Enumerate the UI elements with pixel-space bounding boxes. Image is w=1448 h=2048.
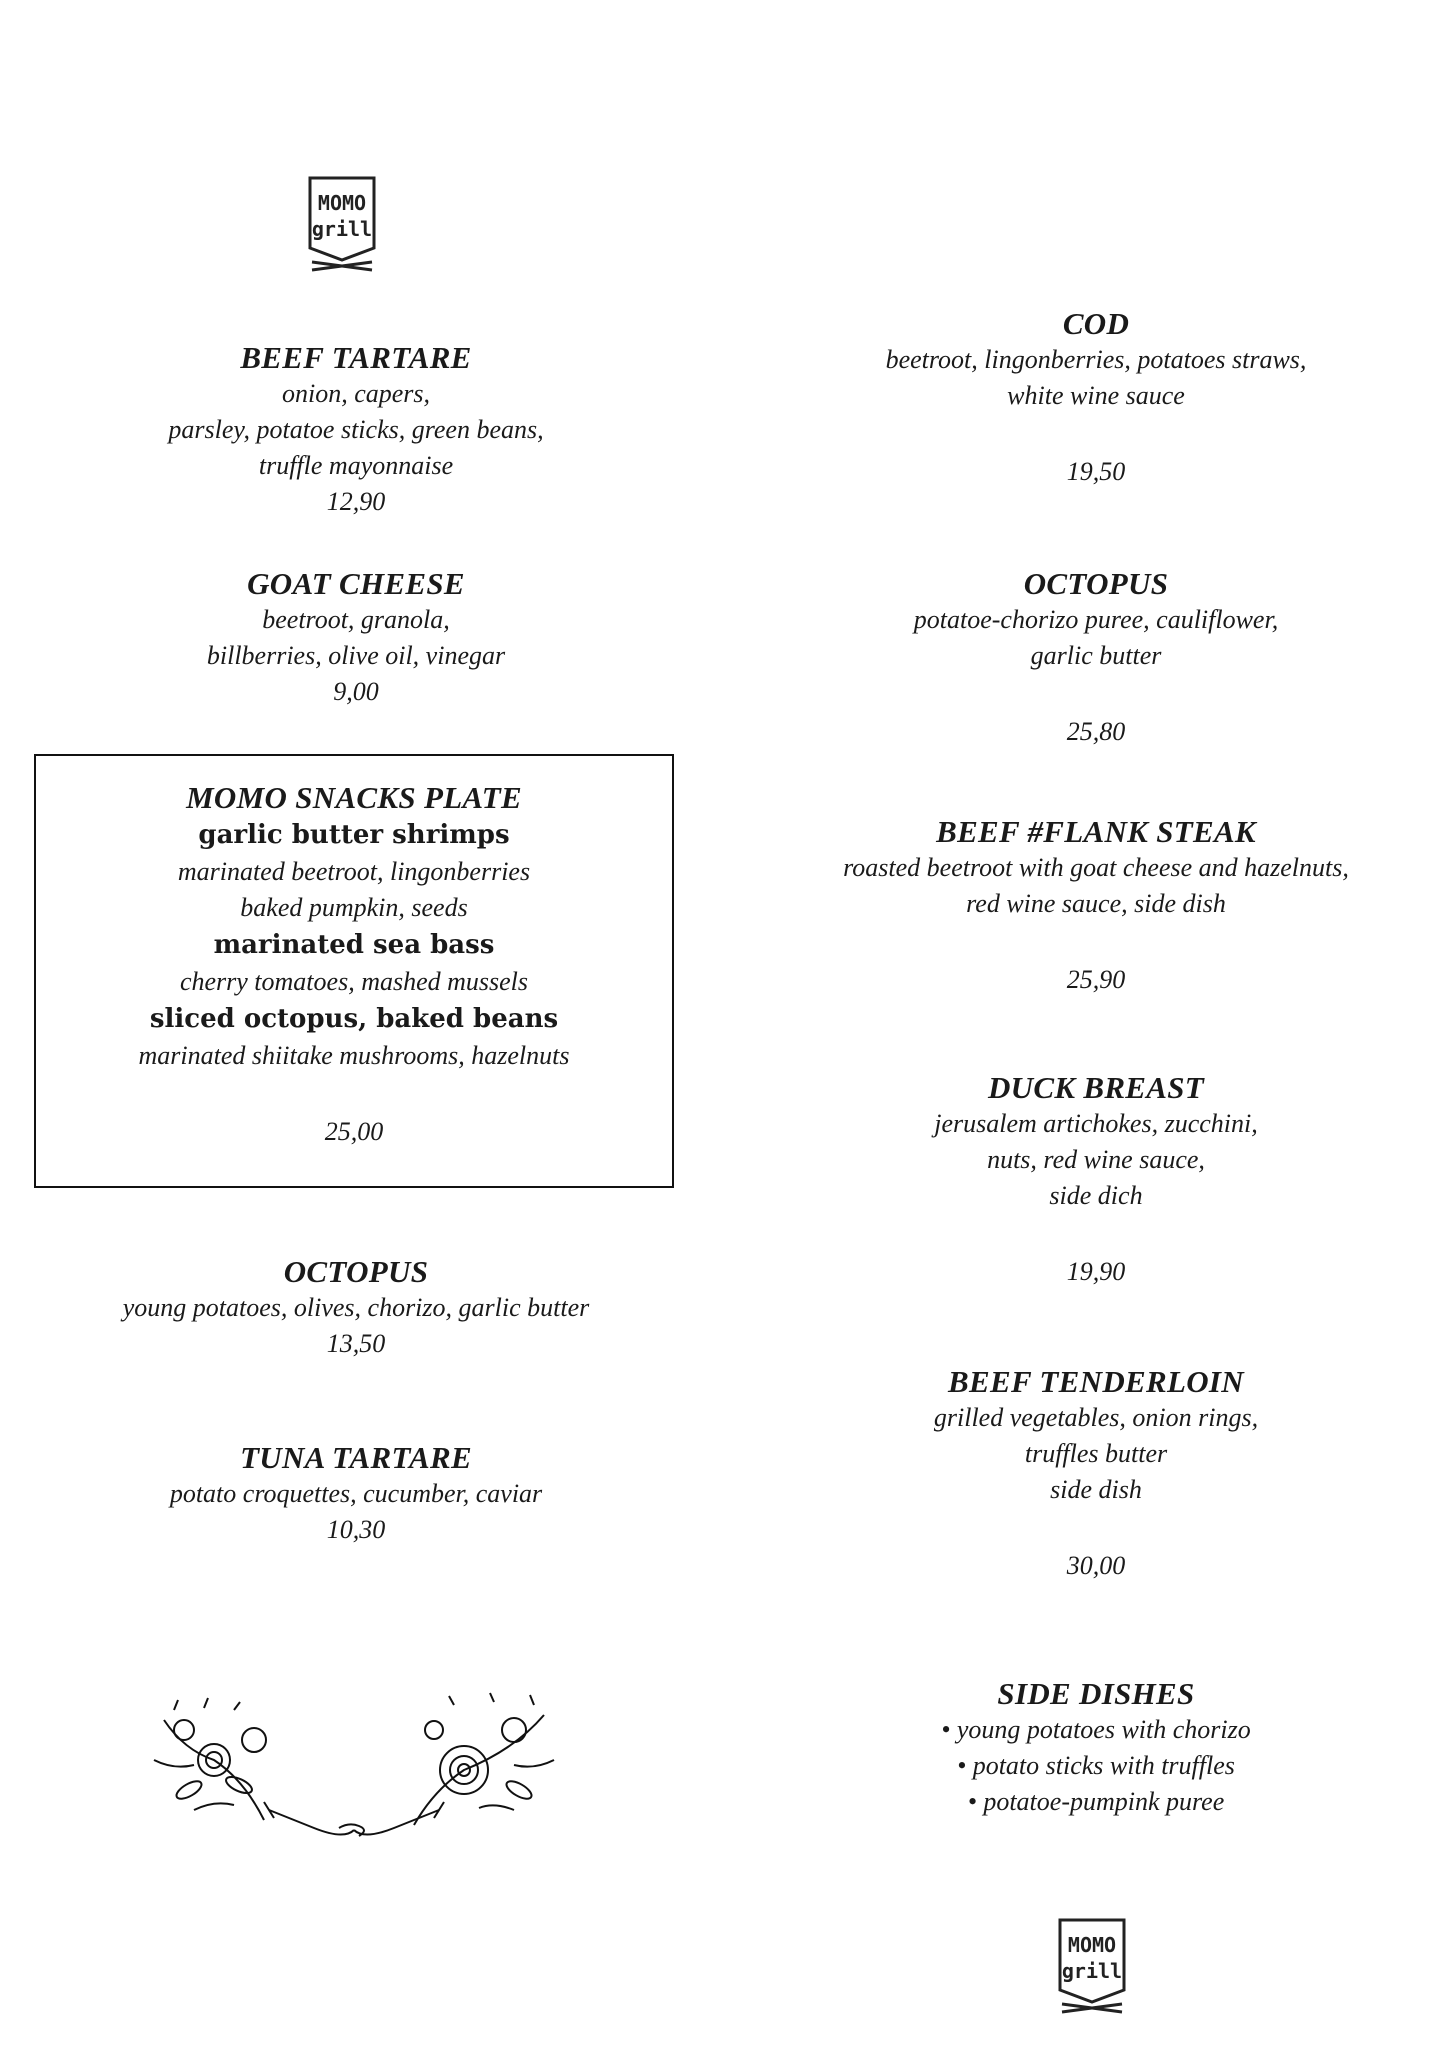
item-desc-line: roasted beetroot with goat cheese and hazelnuts, [843,853,1349,882]
item-price: 25,90 [1066,965,1126,994]
item-price: 13,50 [326,1329,386,1358]
snacks-desc-line: baked pumpkin, seeds [240,893,468,922]
floral-illustration [144,1690,564,1860]
item-desc-line: side dish [1050,1475,1142,1504]
menu-item-octopus-right [776,566,1416,750]
item-desc-line: white wine sauce [1007,381,1185,410]
item-title: COD [1062,306,1130,341]
snacks-plate [36,780,672,1150]
item-desc-line: potato croquettes, cucumber, caviar [169,1479,543,1508]
item-price: 19,90 [1066,1257,1126,1286]
snacks-sub-heading: marinated sea bass [213,930,495,960]
logo-text-grill: grill [1061,1959,1123,1983]
item-desc-line: grilled vegetables, onion rings, [933,1403,1259,1432]
snacks-sub-heading: garlic butter shrimps [198,820,510,850]
item-desc-line: beetroot, granola, [262,605,450,634]
side-dish-item: • young potatoes with chorizo [941,1715,1251,1744]
logo-text-momo: MOMO [317,191,367,215]
item-title: OCTOPUS [1023,566,1169,601]
snacks-price: 25,00 [324,1117,384,1146]
side-dish-item: • potatoe-pumpink puree [967,1787,1225,1816]
item-desc-line: nuts, red wine sauce, [987,1145,1205,1174]
floral-hands-icon [144,1690,564,1860]
item-desc-line: onion, capers, [281,379,431,408]
item-desc-line: truffles butter [1024,1439,1168,1468]
item-desc-line: garlic butter [1030,641,1162,670]
item-desc-line: red wine sauce, side dish [966,889,1226,918]
side-dishes [776,1676,1416,1820]
item-desc-line: side dich [1049,1181,1143,1210]
logo-bottom [1056,1918,1128,2018]
menu-item-beef-tartare [40,340,672,520]
logo-shield-icon [1056,1918,1128,2014]
logo-text-momo: MOMO [1067,1933,1117,1957]
menu-item-flank-steak [776,814,1416,998]
menu-item-tuna-tartare [40,1440,672,1548]
item-title: TUNA TARTARE [240,1440,472,1475]
snacks-desc-line: cherry tomatoes, mashed mussels [179,967,529,996]
item-title: DUCK BREAST [987,1070,1205,1105]
item-title: BEEF #FLANK STEAK [936,814,1256,849]
snacks-desc-line: marinated shiitake mushrooms, hazelnuts [138,1041,570,1070]
item-title: BEEF TENDERLOIN [948,1364,1244,1399]
logo-text-grill: grill [311,217,373,241]
snacks-sub-heading: sliced octopus, baked beans [149,1004,559,1034]
item-desc-line: jerusalem artichokes, zucchini, [934,1109,1258,1138]
menu-item-beef-tenderloin [776,1364,1416,1584]
menu-item-goat-cheese [40,566,672,710]
side-dishes-title: SIDE DISHES [997,1676,1195,1711]
item-title: GOAT CHEESE [247,566,465,601]
item-desc-line: parsley, potatoe sticks, green beans, [168,415,544,444]
item-desc-line: young potatoes, olives, chorizo, garlic butter [122,1293,590,1322]
menu-item-duck-breast [776,1070,1416,1290]
snacks-title: MOMO SNACKS PLATE [186,780,522,815]
item-price: 19,50 [1066,457,1126,486]
item-price: 9,00 [333,677,379,706]
item-price: 12,90 [326,487,386,516]
side-dish-item: • potato sticks with truffles [957,1751,1235,1780]
snacks-desc-line: marinated beetroot, lingonberries [177,857,531,886]
item-price: 10,30 [326,1515,386,1544]
item-desc-line: beetroot, lingonberries, potatoes straws, [885,345,1307,374]
menu-item-cod [776,306,1416,490]
menu-item-octopus-left [40,1254,672,1362]
item-desc-line: truffle mayonnaise [258,451,454,480]
item-desc-line: potatoe-chorizo puree, cauliflower, [913,605,1279,634]
snacks-plate-box [34,754,674,1188]
item-desc-line: billberries, olive oil, vinegar [206,641,506,670]
item-title: BEEF TARTARE [240,340,472,375]
item-price: 25,80 [1066,717,1126,746]
right-column [776,0,1416,2048]
item-title: OCTOPUS [283,1254,429,1289]
item-price: 30,00 [1066,1551,1126,1580]
